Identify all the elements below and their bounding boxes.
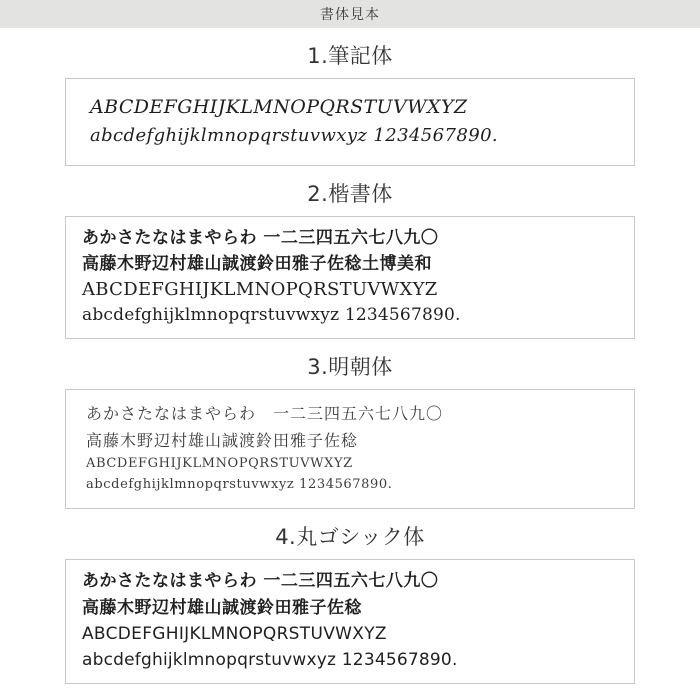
sample-line: あかさたなはまやらわ 一二三四五六七八九〇 — [82, 570, 439, 591]
sample-box-kaisho — [65, 216, 635, 339]
section-title-kaisho: 2.楷書体 — [307, 181, 393, 206]
sample-line: abcdefghijklmnopqrstuvwxyz 1234567890. — [82, 305, 461, 326]
sample-line: 高藤木野辺村雄山誠渡鈴田雅子佐稔土博美和 — [82, 253, 432, 274]
font-sample-section-maru-gothic — [0, 521, 700, 684]
page-title: 書体見本 — [320, 7, 380, 23]
section-title-mincho: 3.明朝体 — [307, 354, 393, 379]
section-title-maru-gothic: 4.丸ゴシック体 — [275, 524, 425, 549]
sample-line: ABCDEFGHIJKLMNOPQRSTUVWXYZ — [86, 456, 353, 472]
sample-line: 高藤木野辺村雄山誠渡鈴田雅子佐稔 — [82, 598, 362, 619]
sample-box-script — [65, 78, 635, 166]
font-sample-list — [0, 40, 700, 692]
sample-line: abcdefghijklmnopqrstuvwxyz 1234567890. — [82, 649, 458, 670]
font-sample-section-kaisho — [0, 178, 700, 339]
font-sample-section-script — [0, 40, 700, 166]
section-title-script: 1.筆記体 — [307, 44, 393, 68]
sample-line: abcdefghijklmnopqrstuvwxyz 1234567890. — [90, 124, 499, 146]
sample-line: あかさたなはまやらわ 一二三四五六七八九〇 — [86, 403, 444, 423]
sample-line: あかさたなはまやらわ 一二三四五六七八九〇 — [82, 227, 439, 248]
sample-line: 高藤木野辺村雄山誠渡鈴田雅子佐稔 — [86, 431, 359, 451]
sample-line: ABCDEFGHIJKLMNOPQRSTUVWXYZ — [90, 96, 468, 118]
sample-box-mincho — [65, 389, 635, 509]
page-header — [0, 0, 700, 28]
sample-line: ABCDEFGHIJKLMNOPQRSTUVWXYZ — [82, 624, 387, 645]
sample-line: abcdefghijklmnopqrstuvwxyz 1234567890. — [86, 477, 393, 493]
sample-box-maru-gothic — [65, 559, 635, 684]
sample-line: ABCDEFGHIJKLMNOPQRSTUVWXYZ — [82, 279, 438, 301]
font-sample-section-mincho — [0, 351, 700, 509]
